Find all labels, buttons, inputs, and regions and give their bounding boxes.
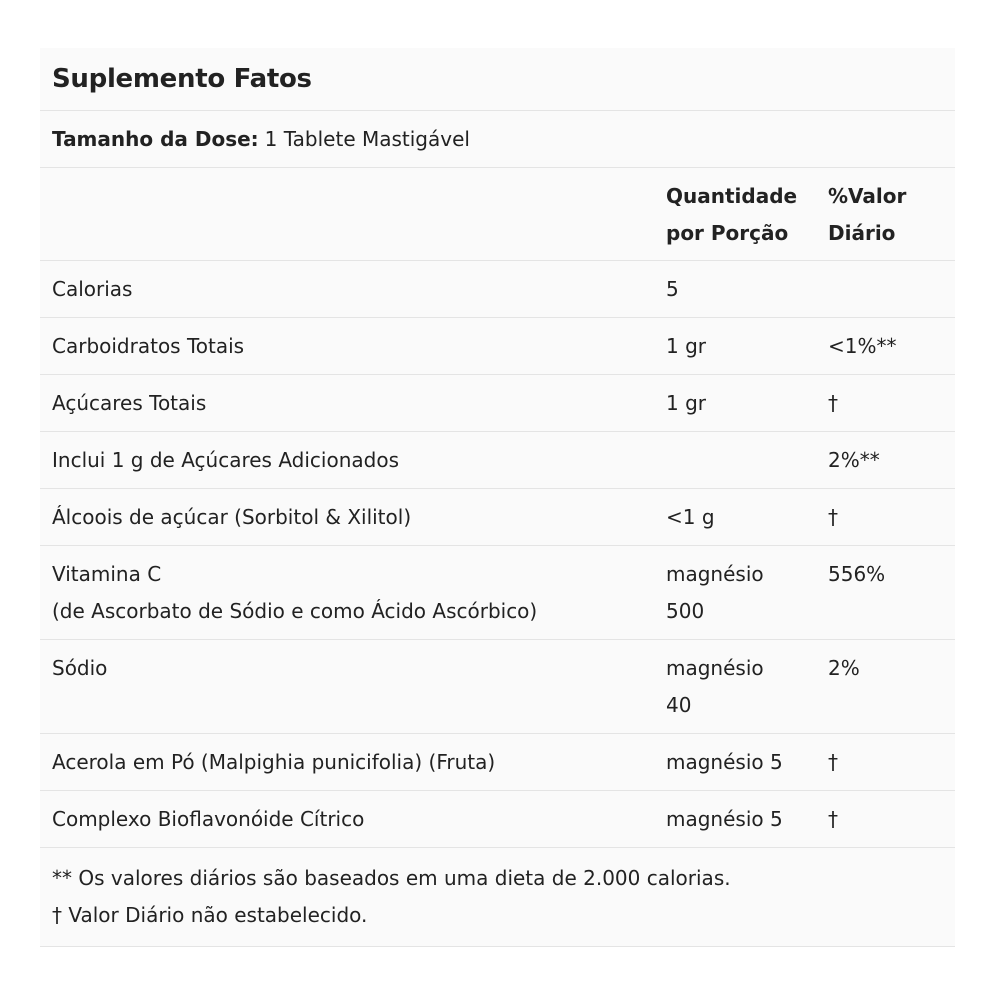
nutrient-name-sub: (de Ascorbato de Sódio e como Ácido Ascórbico) <box>52 599 538 623</box>
nutrient-amount: magnésio 5 <box>666 806 783 831</box>
table-row <box>40 432 955 489</box>
nutrient-name: Sódio <box>52 656 108 680</box>
nutrient-name: Carboidratos Totais <box>52 333 245 358</box>
nutrient-amount: magnésio 5 <box>666 749 783 774</box>
table-row <box>40 261 955 318</box>
table-header-row <box>40 168 955 261</box>
nutrient-amount: 5 <box>666 276 679 301</box>
nutrient-dv: † <box>828 749 838 774</box>
nutrient-amount: magnésio <box>666 656 764 680</box>
header-amount-cell <box>666 178 816 252</box>
header-amount-line2: por Porção <box>666 221 789 245</box>
nutrient-name: Complexo Bioflavonóide Cítrico <box>52 806 365 831</box>
nutrient-dv: † <box>828 806 838 831</box>
nutrient-name: Calorias <box>52 276 133 301</box>
nutrient-dv: 2% <box>828 656 860 680</box>
table-row <box>40 375 955 432</box>
nutrient-dv: 556% <box>828 562 886 586</box>
table-row <box>40 546 955 640</box>
nutrient-amount-cell <box>666 556 816 630</box>
nutrient-amount: 1 gr <box>666 333 706 358</box>
table-row <box>40 734 955 791</box>
header-dv-line2: Diário <box>828 221 896 245</box>
nutrient-name: Álcoois de açúcar (Sorbitol & Xilitol) <box>52 504 412 529</box>
serving-size-row <box>40 111 955 168</box>
table-row <box>40 489 955 546</box>
nutrient-dv: † <box>828 504 838 529</box>
nutrient-amount-cell <box>666 650 816 724</box>
table-row <box>40 640 955 734</box>
nutrient-amount: 1 gr <box>666 390 706 415</box>
header-amount-line1: Quantidade <box>666 184 798 208</box>
page-title: Suplemento Fatos <box>52 64 312 94</box>
nutrient-name: Inclui 1 g de Açúcares Adicionados <box>52 447 399 472</box>
nutrient-name: Vitamina C <box>52 562 162 586</box>
table-row <box>40 318 955 375</box>
serving-size-label: Tamanho da Dose: <box>52 127 259 151</box>
nutrient-amount: <1 g <box>666 504 715 529</box>
supplement-facts-panel <box>40 48 955 947</box>
serving-size-value: 1 Tablete Mastigável <box>264 127 470 151</box>
nutrient-name: Acerola em Pó (Malpighia punicifolia) (Fruta) <box>52 749 496 774</box>
nutrient-amount-sub: 40 <box>666 693 692 717</box>
footnote-not-established: † Valor Diário não estabelecido. <box>52 903 368 927</box>
table-row <box>40 791 955 848</box>
header-dv-line1: %Valor <box>828 184 907 208</box>
nutrient-amount-sub: 500 <box>666 599 705 623</box>
nutrient-name-cell <box>40 556 666 630</box>
footnote-daily-values: ** Os valores diários são baseados em uma dieta de 2.000 calorias. <box>52 866 731 890</box>
footnotes <box>40 848 955 947</box>
nutrient-amount: magnésio <box>666 562 764 586</box>
header-dv-cell <box>816 178 955 252</box>
title-row <box>40 48 955 111</box>
nutrient-name: Açúcares Totais <box>52 390 207 415</box>
nutrient-dv: † <box>828 390 838 415</box>
nutrient-dv: <1%** <box>828 333 897 358</box>
nutrient-dv: 2%** <box>828 447 880 472</box>
